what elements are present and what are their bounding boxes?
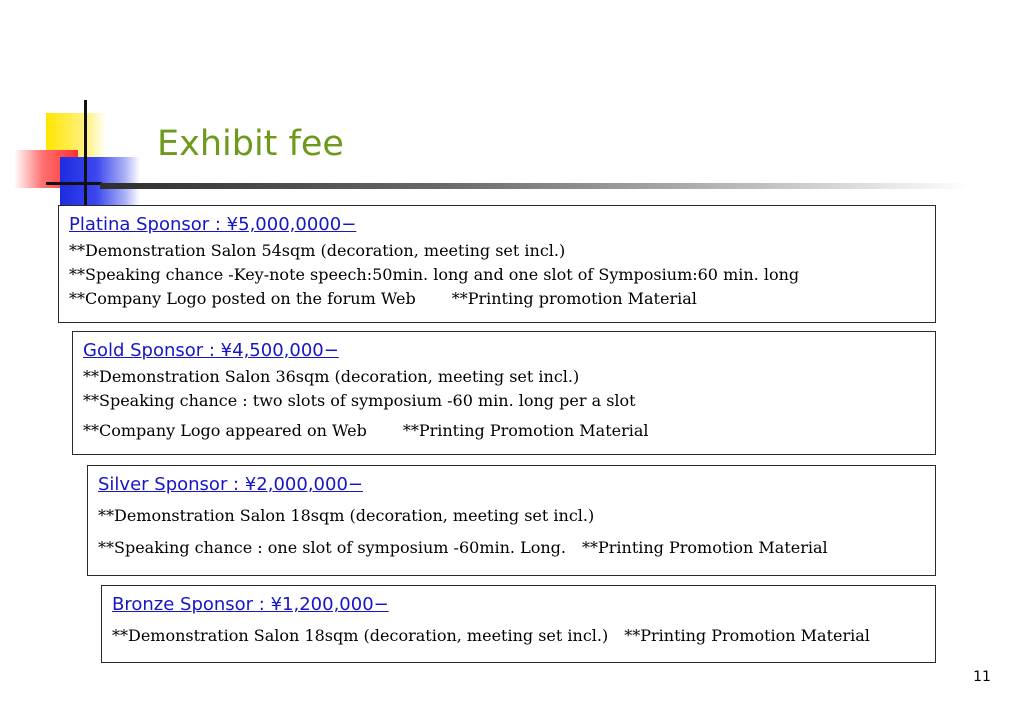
title-underline-rule [100, 183, 970, 189]
platina-sponsor-heading: Platina Sponsor : ¥5,000,0000− [69, 214, 357, 235]
gold-speaking-line: **Speaking chance : two slots of symposium -60 min. long per a slot [83, 391, 636, 410]
platina-speaking-line: **Speaking chance -Key-note speech:50min. long and one slot of Symposium:60 min. long [69, 265, 800, 284]
platina-logo-text: **Company Logo posted on the forum Web [69, 289, 416, 308]
gold-logo-printing-line [83, 419, 925, 443]
horizontal-line-decoration [46, 182, 102, 185]
page-number: 11 [973, 669, 991, 685]
platina-printing-text: **Printing promotion Material [451, 289, 697, 308]
bronze-decoration-text: (decoration, meeting set incl.) [363, 626, 609, 645]
bronze-sponsor-box [101, 585, 936, 663]
silver-speaking-text: **Speaking chance : one slot of symposium -60min. Long. [98, 538, 566, 557]
gold-printing-text: **Printing Promotion Material [402, 421, 649, 440]
silver-demo-salon-line [98, 504, 925, 528]
gold-sponsor-box [72, 331, 936, 455]
silver-printing-text: **Printing Promotion Material [581, 538, 828, 557]
bronze-printing-text: **Printing Promotion Material [624, 626, 870, 645]
bronze-demo-salon-text: **Demonstration Salon 18sqm [112, 626, 359, 645]
platina-demo-salon-line: **Demonstration Salon 54sqm (decoration, meeting set incl.) [69, 241, 566, 260]
gold-logo-text: **Company Logo appeared on Web [83, 421, 367, 440]
silver-sponsor-box [87, 465, 936, 576]
platina-logo-printing-line [69, 287, 925, 311]
silver-demo-salon-text: **Demonstration Salon 18sqm [98, 506, 345, 525]
page-title: Exhibit fee [157, 124, 344, 164]
gold-demo-salon-line: **Demonstration Salon 36sqm (decoration, meeting set incl.) [83, 367, 580, 386]
silver-sponsor-heading: Silver Sponsor : ¥2,000,000− [98, 474, 363, 495]
platina-sponsor-box [58, 205, 936, 323]
silver-speaking-printing-line [98, 536, 925, 560]
bronze-demo-salon-line [112, 624, 925, 648]
gold-sponsor-heading: Gold Sponsor : ¥4,500,000− [83, 340, 339, 361]
silver-decoration-text: (decoration, meeting set incl.) [349, 506, 595, 525]
bronze-sponsor-heading: Bronze Sponsor : ¥1,200,000− [112, 594, 389, 615]
vertical-line-decoration [84, 100, 87, 210]
